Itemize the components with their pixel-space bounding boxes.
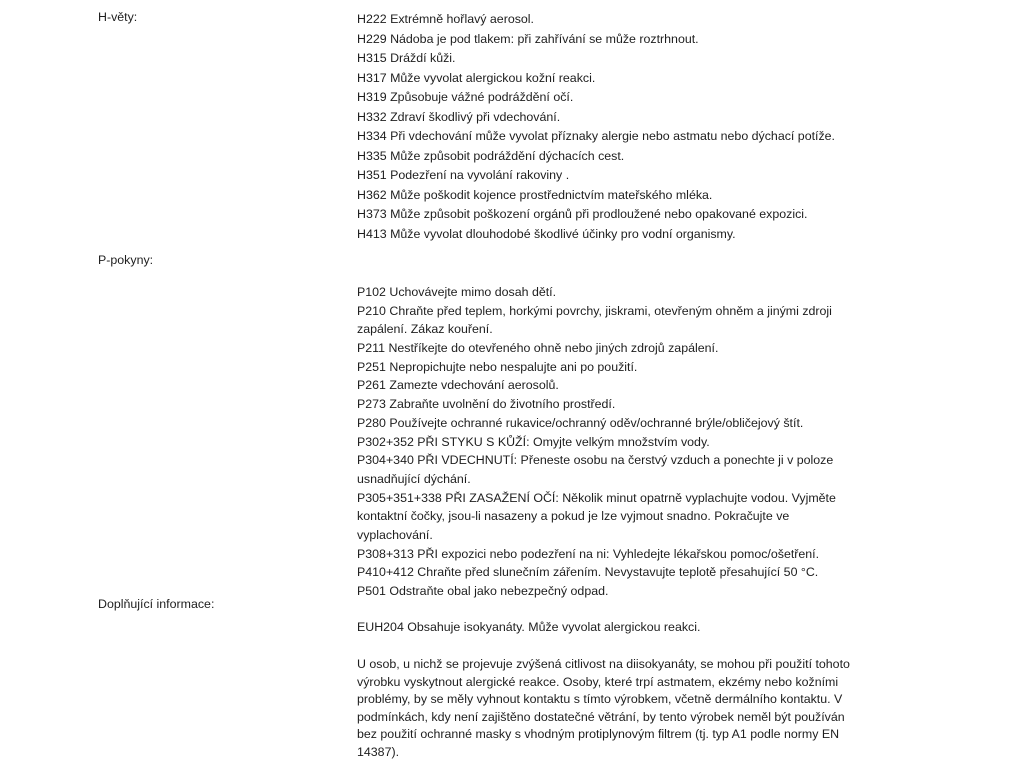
statement-line: P261 Zamezte vdechování aerosolů. xyxy=(357,378,559,393)
statement-line: H315 Dráždí kůži. xyxy=(357,51,456,65)
statement-line: H319 Způsobuje vážné podráždění očí. xyxy=(357,90,574,104)
statement-line: vyplachování. xyxy=(357,527,433,542)
statement-line: H373 Může způsobit poškození orgánů při prodloužené nebo opakované expozici. xyxy=(357,207,808,221)
statement-line: kontaktní čočky, jsou-li nasazeny a pokud je lze vyjmout snadno. Pokračujte ve xyxy=(357,509,790,524)
statement-line: P308+313 PŘI expozici nebo podezření na ni: Vyhledejte lékařskou pomoc/ošetření. xyxy=(357,546,820,561)
euh-statement: EUH204 Obsahuje isokyanáty. Může vyvolat alergickou reakci. xyxy=(357,620,701,634)
statement-line: podmínkách, kdy není zajištěno dostatečné větrání, by tento výrobek neměl být používán xyxy=(357,709,845,724)
statement-line: zapálení. Zákaz kouření. xyxy=(357,322,493,337)
h-statements-label: H-věty: xyxy=(98,10,138,24)
statement-line: P210 Chraňte před teplem, horkými povrchy, jiskrami, otevřeným ohněm a jinými zdroji xyxy=(357,303,832,318)
statement-line: H229 Nádoba je pod tlakem: při zahřívání se může roztrhnout. xyxy=(357,31,699,46)
h-statements-list xyxy=(357,10,835,244)
statement-line: H335 Může způsobit podráždění dýchacích cest. xyxy=(357,148,625,163)
additional-info-note xyxy=(357,656,850,761)
statement-line: H317 Může vyvolat alergickou kožní reakci. xyxy=(357,70,596,85)
statement-line: P304+340 PŘI VDECHNUTÍ: Přeneste osobu na čerstvý vzduch a ponechte ji v poloze xyxy=(357,453,834,468)
p-statements-list xyxy=(357,283,836,601)
statement-line: P251 Nepropichujte nebo nespalujte ani po použití. xyxy=(357,359,638,374)
statement-line: bez použití ochranné masky s vhodným protiplynovým filtrem (tj. typ A1 podle normy EN xyxy=(357,727,840,741)
statement-line: 14387). xyxy=(357,744,400,759)
statement-line: problémy, by se měly vyhnout kontaktu s tímto výrobkem, včetně dermálního kontaktu. V xyxy=(357,692,843,706)
statement-line: P280 Používejte ochranné rukavice/ochranný oděv/ochranné brýle/obličejový štít. xyxy=(357,415,804,430)
statement-line: P211 Nestříkejte do otevřeného ohně nebo jiných zdrojů zapálení. xyxy=(357,341,719,356)
statement-line: H334 Při vdechování může vyvolat příznaky alergie nebo astmatu nebo dýchací potíže. xyxy=(357,129,835,143)
statement-line: P273 Zabraňte uvolnění do životního prostředí. xyxy=(357,397,616,412)
p-statements-label: P-pokyny: xyxy=(98,253,154,267)
statement-line: usnadňující dýchání. xyxy=(357,471,471,486)
statement-line: H351 Podezření na vyvolání rakoviny . xyxy=(357,168,570,182)
statement-line: H222 Extrémně hořlavý aerosol. xyxy=(357,12,534,26)
statement-line: výrobku vyskytnout alergické reakce. Osoby, které trpí astmatem, ekzémy nebo kožními xyxy=(357,674,839,689)
statement-line: P102 Uchovávejte mimo dosah dětí. xyxy=(357,285,557,299)
statement-line: P305+351+338 PŘI ZASAŽENÍ OČÍ: Několik minut opatrně vyplachujte vodou. Vyjměte xyxy=(357,490,836,505)
statement-line: H332 Zdraví škodlivý při vdechování. xyxy=(357,109,561,124)
statement-line: H413 Může vyvolat dlouhodobé škodlivé účinky pro vodní organismy. xyxy=(357,226,736,241)
statement-line: P302+352 PŘI STYKU S KŮŽÍ: Omyjte velkým množstvím vody. xyxy=(357,434,710,449)
statement-line: U osob, u nichž se projevuje zvýšená citlivost na diisokyanáty, se mohou při použití tohoto xyxy=(357,657,850,671)
statement-line: P410+412 Chraňte před slunečním zářením. Nevystavujte teplotě přesahující 50 °C. xyxy=(357,565,819,580)
statement-line: H362 Může poškodit kojence prostřednictvím mateřského mléka. xyxy=(357,187,713,202)
statement-line: P501 Odstraňte obal jako nebezpečný odpad. xyxy=(357,584,609,598)
additional-info-label: Doplňující informace: xyxy=(98,597,215,611)
